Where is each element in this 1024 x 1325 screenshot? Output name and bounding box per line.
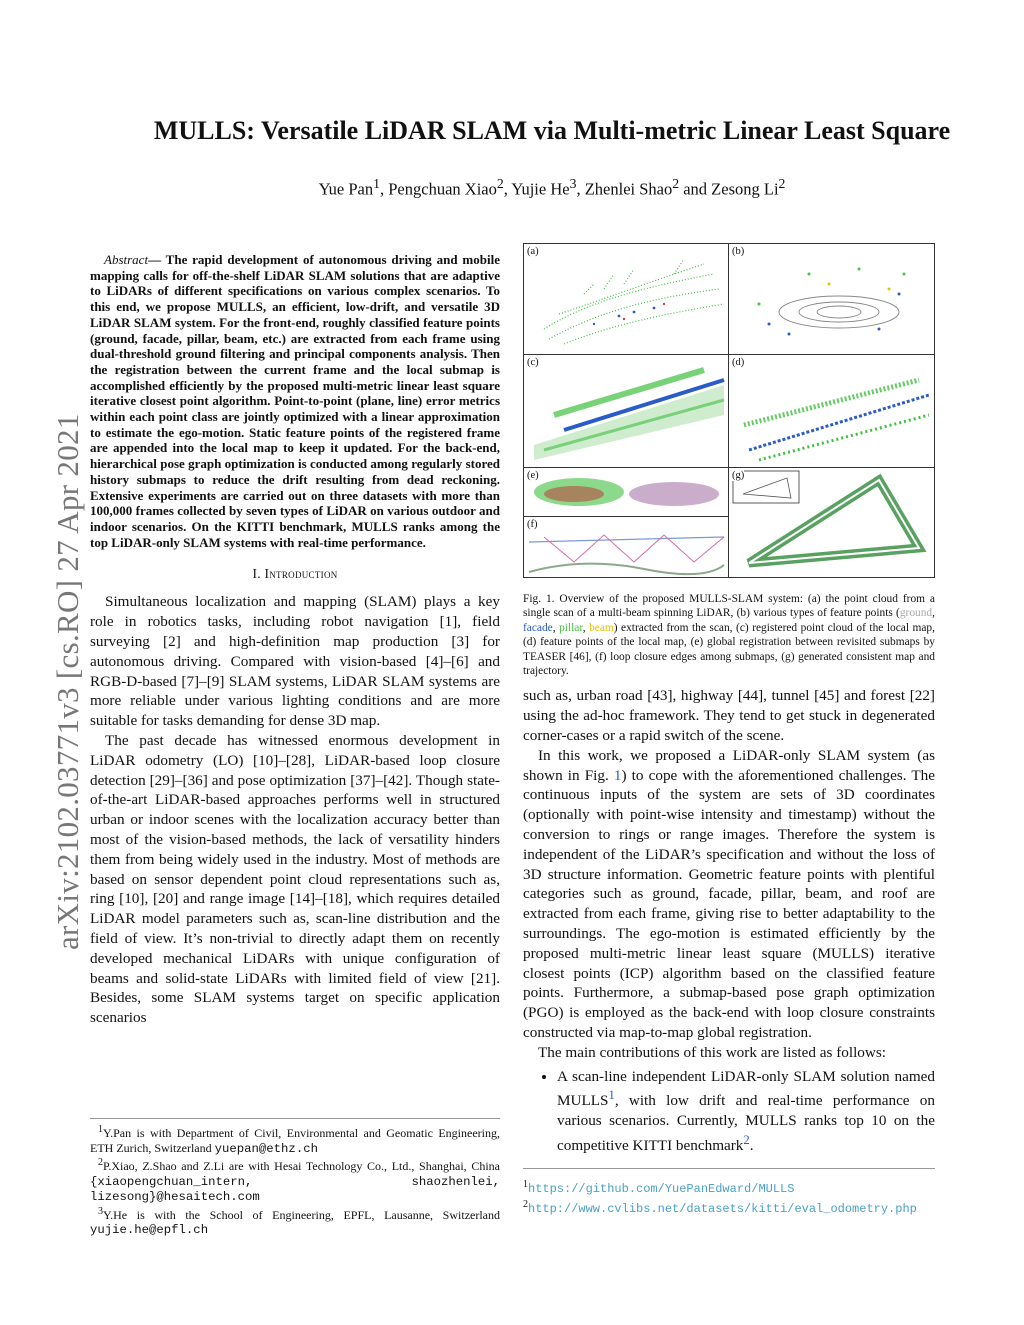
panel-c: [524, 355, 729, 468]
paper-title: MULLS: Versatile LiDAR SLAM via Multi-metric Linear Least Square: [153, 116, 951, 145]
right-column: [523, 243, 935, 1217]
abstract-lead: Abstract: [104, 252, 149, 267]
footnote-text: Y.Pan is with Department of Civil, Environmental and Geomatic Engineering, ETH Zurich, Switzerland: [90, 1126, 500, 1155]
author-name: , Pengchuan Xiao: [380, 179, 497, 199]
local-map-image: [524, 355, 728, 467]
legend-pillar: pillar: [559, 621, 583, 634]
loop-closure-image: [524, 517, 728, 578]
feature-points-image: [729, 244, 935, 354]
github-link[interactable]: https://github.com/YuePanEdward/MULLS: [528, 1181, 795, 1196]
panel-label: (e): [527, 470, 539, 481]
caption-text: ) extracted from the scan, (c) registered point cloud of the local map, (d) feature points of the local map, (e) global registration between revisited submaps by TEASER [46], (f) loop closure edges among submaps, (g) generated consistent map and trajectory.: [523, 621, 935, 678]
author-name: and Zesong Li: [679, 179, 779, 199]
footnote-link[interactable]: 1: [608, 1088, 615, 1103]
point-cloud-image: [524, 244, 728, 354]
caption-text: Fig. 1. Overview of the proposed MULLS-SLAM system: (a) the point cloud from a single scan of a multi-beam spinning LiDAR, (b) various types of feature points (: [523, 593, 935, 620]
panel-label: (c): [527, 357, 539, 368]
abstract-text: — The rapid development of autonomous driving and mobile mapping calls for off-the-shelf LiDAR SLAM solutions that are adaptive to LiDARs of different specifications on various complex scenarios. To this end, we propose MULLS, an efficient, low-drift, and versatile 3D LiDAR SLAM system. For the front-end, roughly classified feature points (ground, facade, pillar, beam, etc.) are extracted from each frame using dual-threshold ground filtering and principal components analysis. Then the registration between the current frame and the local submap is accomplished efficiently by the proposed multi-metric linear least square iterative closest point algorithm. Point-to-point (plane, line) error metrics within each point class are jointly optimized with a linear approximation to estimate the ego-motion. Static feature points of the registered frame are appended into the local map to keep it updated. For the back-end, hierarchical pose graph optimization is conducted among regularly stored history submaps to reduce the drift resulting from dead reckoning. Extensive experiments are carried out on three datasets with more than 100,000 frames collected by seven types of LiDAR on various outdoor and indoor scenarios. On the KITTI benchmark, MULLS ranks among the top LiDAR-only SLAM systems with real-time performance.: [90, 252, 500, 550]
panel-a: [524, 244, 729, 355]
arxiv-id: arXiv:2102.03771v3 [cs.RO] 27 Apr 2021: [50, 413, 85, 950]
footnote-mark: 1: [523, 1178, 528, 1190]
paragraph-text: In this work, we proposed a LiDAR-only SLAM system (as shown in Fig.: [523, 746, 935, 784]
section-heading: [90, 566, 500, 582]
footnote: [523, 1197, 935, 1217]
panel-f: [524, 517, 729, 578]
footnote: [90, 1123, 500, 1156]
panel-label: (f): [527, 519, 538, 530]
footnote-text: P.Xiao, Z.Shao and Z.Li are with Hesai Technology Co., Ltd., Shanghai, China: [103, 1159, 500, 1173]
email[interactable]: yujie.he@epfl.ch: [90, 1223, 209, 1237]
panel-b: [729, 244, 935, 355]
legend-beam: beam: [589, 621, 614, 634]
caption-separator: ,: [552, 621, 560, 634]
footnote-mark: 2: [98, 1157, 103, 1168]
map-features-image: [729, 355, 935, 467]
figure-reference-link[interactable]: 1: [613, 766, 622, 784]
right-paragraph-2: [523, 746, 935, 1043]
left-column: [90, 252, 500, 1028]
url-footnotes: [523, 1168, 935, 1217]
panel-label: (d): [732, 357, 745, 368]
footnote-mark: 2: [523, 1198, 528, 1210]
caption-separator: ,: [582, 621, 590, 634]
author-name: , Yujie He: [503, 179, 570, 199]
author-name: Yue Pan: [318, 179, 374, 199]
affiliation-mark: 2: [496, 176, 504, 191]
panel-d: [729, 355, 935, 468]
email[interactable]: yuepan@ethz.ch: [214, 1141, 318, 1156]
affiliation-mark: 1: [373, 176, 380, 191]
affiliation-footnotes: [90, 1118, 500, 1238]
kitti-link[interactable]: http://www.cvlibs.net/datasets/kitti/eval_odometry.php: [528, 1201, 917, 1216]
author-list: [80, 176, 1024, 200]
panel-g: [729, 468, 935, 578]
panel-e: [524, 468, 729, 517]
right-paragraph-1: such as, urban road [43], highway [44], tunnel [45] and forest [22] using the ad-hoc framework. They tend to get stuck in degenerated corner-cases or a rapid switch of the scene.: [523, 687, 935, 745]
legend-ground: ground: [899, 607, 933, 620]
email[interactable]: {xiaopengchuan_intern, shaozhenlei, lizesong}@hesaitech.com: [90, 1174, 500, 1204]
affiliation-mark: 2: [778, 176, 786, 191]
registration-image: [524, 468, 728, 516]
affiliation-mark: 2: [672, 176, 680, 191]
abstract: [90, 252, 500, 550]
figure-caption: [523, 592, 935, 678]
contribution-list: [523, 1067, 935, 1156]
list-item-text: .: [749, 1137, 754, 1155]
section-number: I.: [252, 566, 265, 582]
intro-paragraph-1: Simultaneous localization and mapping (SLAM) plays a key role in robotics tasks, including robot navigation [1], field surveying [2] and high-definition map production [3] for autonomous driving. Compared with vision-based [4]–[6] and RGB-D-based [7]–[9] SLAM systems, LiDAR SLAM systems are more reliable under various lighting conditions and are more suitable for tasks demanding for dense 3D map.: [90, 593, 500, 730]
right-paragraph-3: The main contributions of this work are listed as follows:: [538, 1043, 886, 1061]
footnote-mark: 3: [98, 1205, 103, 1217]
list-item-text: A scan-line independent LiDAR-only SLAM solution named MULLS: [557, 1067, 935, 1110]
panel-label: (a): [527, 246, 539, 257]
footnote-text: Y.He is with the School of Engineering, EPFL, Lausanne, Switzerland: [103, 1207, 500, 1222]
paragraph-text: ) to cope with the aforementioned challenges. The continuous inputs of the system are sets of 3D coordinates (optionally with point-wise intensity and timestamp) without the conversion to rings or range images. Therefore the system is independent of the LiDAR’s specification and without the loss of 3D structure information. Geometric feature points with plentiful categories such as ground, facade, pillar, beam, and roof are extracted from each frame, giving rise to better adaptability to the surroundings. The ego-motion is estimated efficiently by the proposed multi-metric linear least square (MULLS) iterative closest points (ICP) algorithm based on the classified feature points. Furthermore, a submap-based pose graph optimization (PGO) is employed as the back-end with loop closure constraints constructed via map-to-map global registration.: [523, 766, 935, 1041]
panel-label: (g): [732, 470, 745, 481]
list-item: [557, 1067, 935, 1156]
figure-1: [523, 243, 935, 578]
map-trajectory-image: [729, 468, 935, 578]
legend-facade: facade: [523, 621, 553, 634]
footnote: [90, 1205, 500, 1238]
arxiv-watermark: [6, 350, 85, 950]
affiliation-mark: 3: [569, 176, 577, 191]
footnote: [523, 1177, 935, 1197]
footnote-link[interactable]: 2: [743, 1133, 750, 1148]
author-name: , Zhenlei Shao: [576, 179, 673, 199]
footnote-mark: 1: [98, 1124, 103, 1135]
section-title: Introduction: [264, 566, 338, 582]
caption-separator: ,: [932, 607, 935, 620]
panel-label: (b): [732, 246, 745, 257]
list-item-text: , with low drift and real-time performance on various scenarios. Currently, MULLS ranks top 10 on the competitive KITTI benchmark: [557, 1092, 935, 1155]
footnote: [90, 1156, 500, 1205]
intro-paragraph-2: The past decade has witnessed enormous development in LiDAR odometry (LO) [10]–[28], LiDAR-based loop closure detection [29]–[36] and pose optimization [37]–[42]. Though state-of-the-art LiDAR-based approaches performs well in structured urban or indoor scenes with the localization accuracy better than most of the vision-based methods, the lack of versatility hinders them from being widely used in the industry. Most of methods are based on sensor dependent point cloud representations such as, ring [10], [20] and range image [14]–[18], which requires detailed LiDAR model parameters such as, scan-line distribution and the field of view. It’s non-trivial to directly adapt them on recently developed mechanical LiDARs with unique configuration of beams and solid-state LiDARs with limited field of view [21]. Besides, some SLAM systems target on specific application scenarios: [90, 731, 500, 1027]
